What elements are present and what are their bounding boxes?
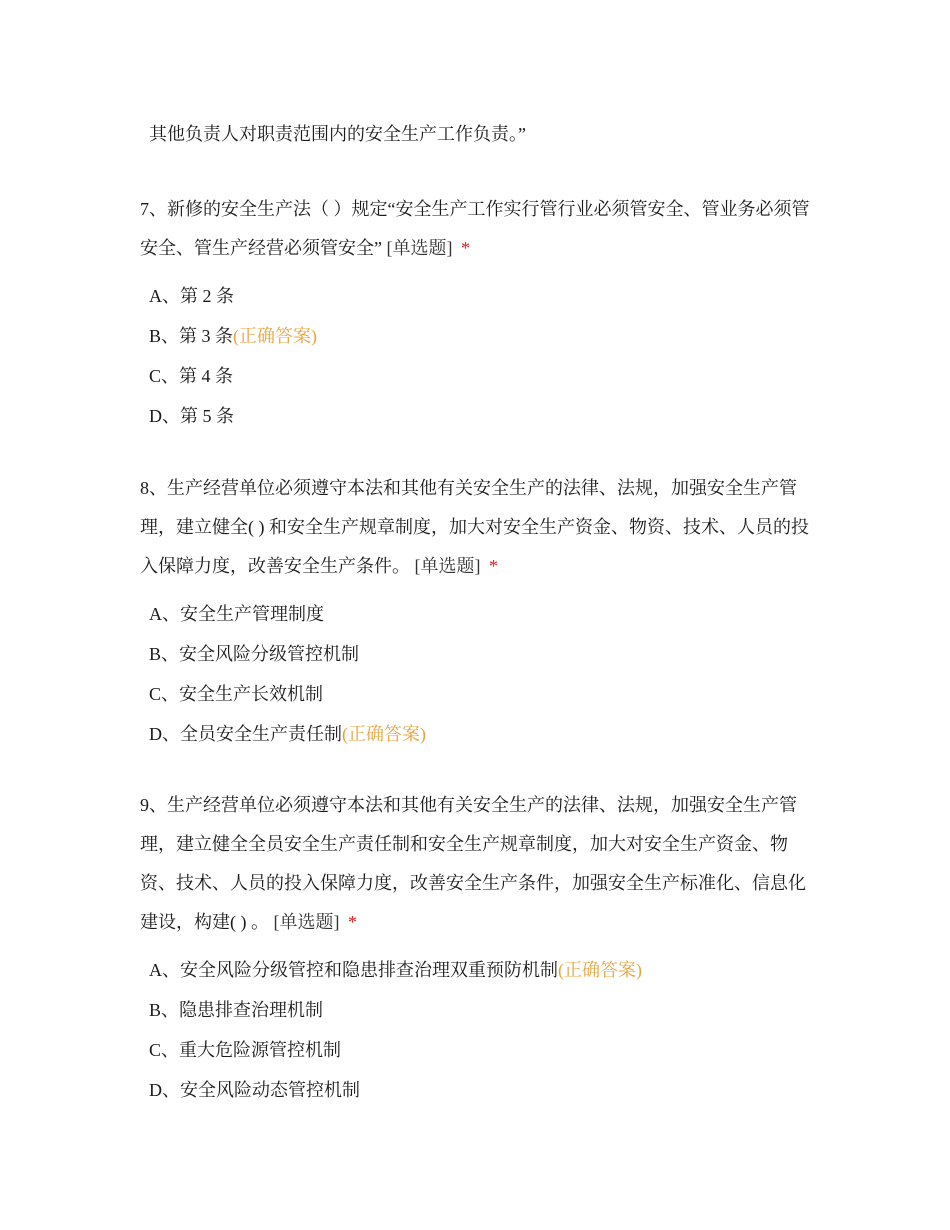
question-text — [140, 786, 820, 942]
option-label: C、安全生产长效机制 — [149, 684, 324, 704]
option-d[interactable] — [140, 714, 820, 754]
option-list — [140, 950, 820, 1110]
option-c[interactable] — [140, 1030, 820, 1070]
option-label: A、安全风险分级管控和隐患排查治理双重预防机制 — [149, 960, 558, 980]
option-label: A、安全生产管理制度 — [149, 604, 324, 624]
question-7 — [140, 190, 820, 436]
option-a[interactable] — [140, 594, 820, 634]
required-asterisk: * — [489, 556, 498, 576]
correct-answer-marker: (正确答案) — [342, 724, 426, 744]
option-label: D、安全风险动态管控机制 — [149, 1080, 360, 1100]
question-type-tag: [单选题] — [386, 238, 453, 258]
correct-answer-marker: (正确答案) — [558, 960, 642, 980]
option-d[interactable] — [140, 1070, 820, 1110]
option-list — [140, 594, 820, 754]
option-label: B、安全风险分级管控机制 — [149, 644, 360, 664]
option-a[interactable] — [140, 950, 820, 990]
option-b[interactable] — [140, 990, 820, 1030]
option-c[interactable] — [140, 356, 820, 396]
question-text — [140, 190, 820, 268]
option-d[interactable] — [140, 396, 820, 436]
question-9 — [140, 786, 820, 1110]
option-label: B、第 3 条 — [149, 326, 234, 346]
option-label: B、隐患排查治理机制 — [149, 1000, 324, 1020]
option-c[interactable] — [140, 674, 820, 714]
option-label: C、第 4 条 — [149, 366, 234, 386]
option-b[interactable] — [140, 316, 820, 356]
option-b[interactable] — [140, 634, 820, 674]
question-stem: 7、新修的安全生产法（ ）规定“安全生产工作实行管行业必须管安全、管业务必须管安全、管生产经营必须管安全” — [140, 199, 810, 258]
question-stem: 9、生产经营单位必须遵守本法和其他有关安全生产的法律、法规，加强安全生产管理，建立健全全员安全生产责任制和安全生产规章制度，加大对安全生产资金、物资、技术、人员的投入保障力度，改善安全生产条件，加强安全生产标准化、信息化建设，构建( ) 。 — [140, 795, 806, 932]
option-label: D、第 5 条 — [149, 406, 234, 426]
option-label: C、重大危险源管控机制 — [149, 1040, 342, 1060]
question-8 — [140, 469, 820, 754]
option-label: A、第 2 条 — [149, 286, 234, 306]
option-list — [140, 276, 820, 436]
option-label: D、全员安全生产责任制 — [149, 724, 342, 744]
required-asterisk: * — [348, 912, 357, 932]
continuation-text: 其他负责人对职责范围内的安全生产工作负责。” — [149, 124, 526, 144]
required-asterisk: * — [461, 238, 470, 258]
option-a[interactable] — [140, 276, 820, 316]
question-stem: 8、生产经营单位必须遵守本法和其他有关安全生产的法律、法规，加强安全生产管理，建立健全( ) 和安全生产规章制度，加大对安全生产资金、物资、技术、人员的投入保障力度，改善安全生产条件。 — [140, 478, 809, 576]
question-type-tag: [单选题] — [273, 912, 340, 932]
correct-answer-marker: (正确答案) — [233, 326, 318, 346]
question-type-tag: [单选题] — [414, 556, 481, 576]
question-text — [140, 469, 820, 586]
